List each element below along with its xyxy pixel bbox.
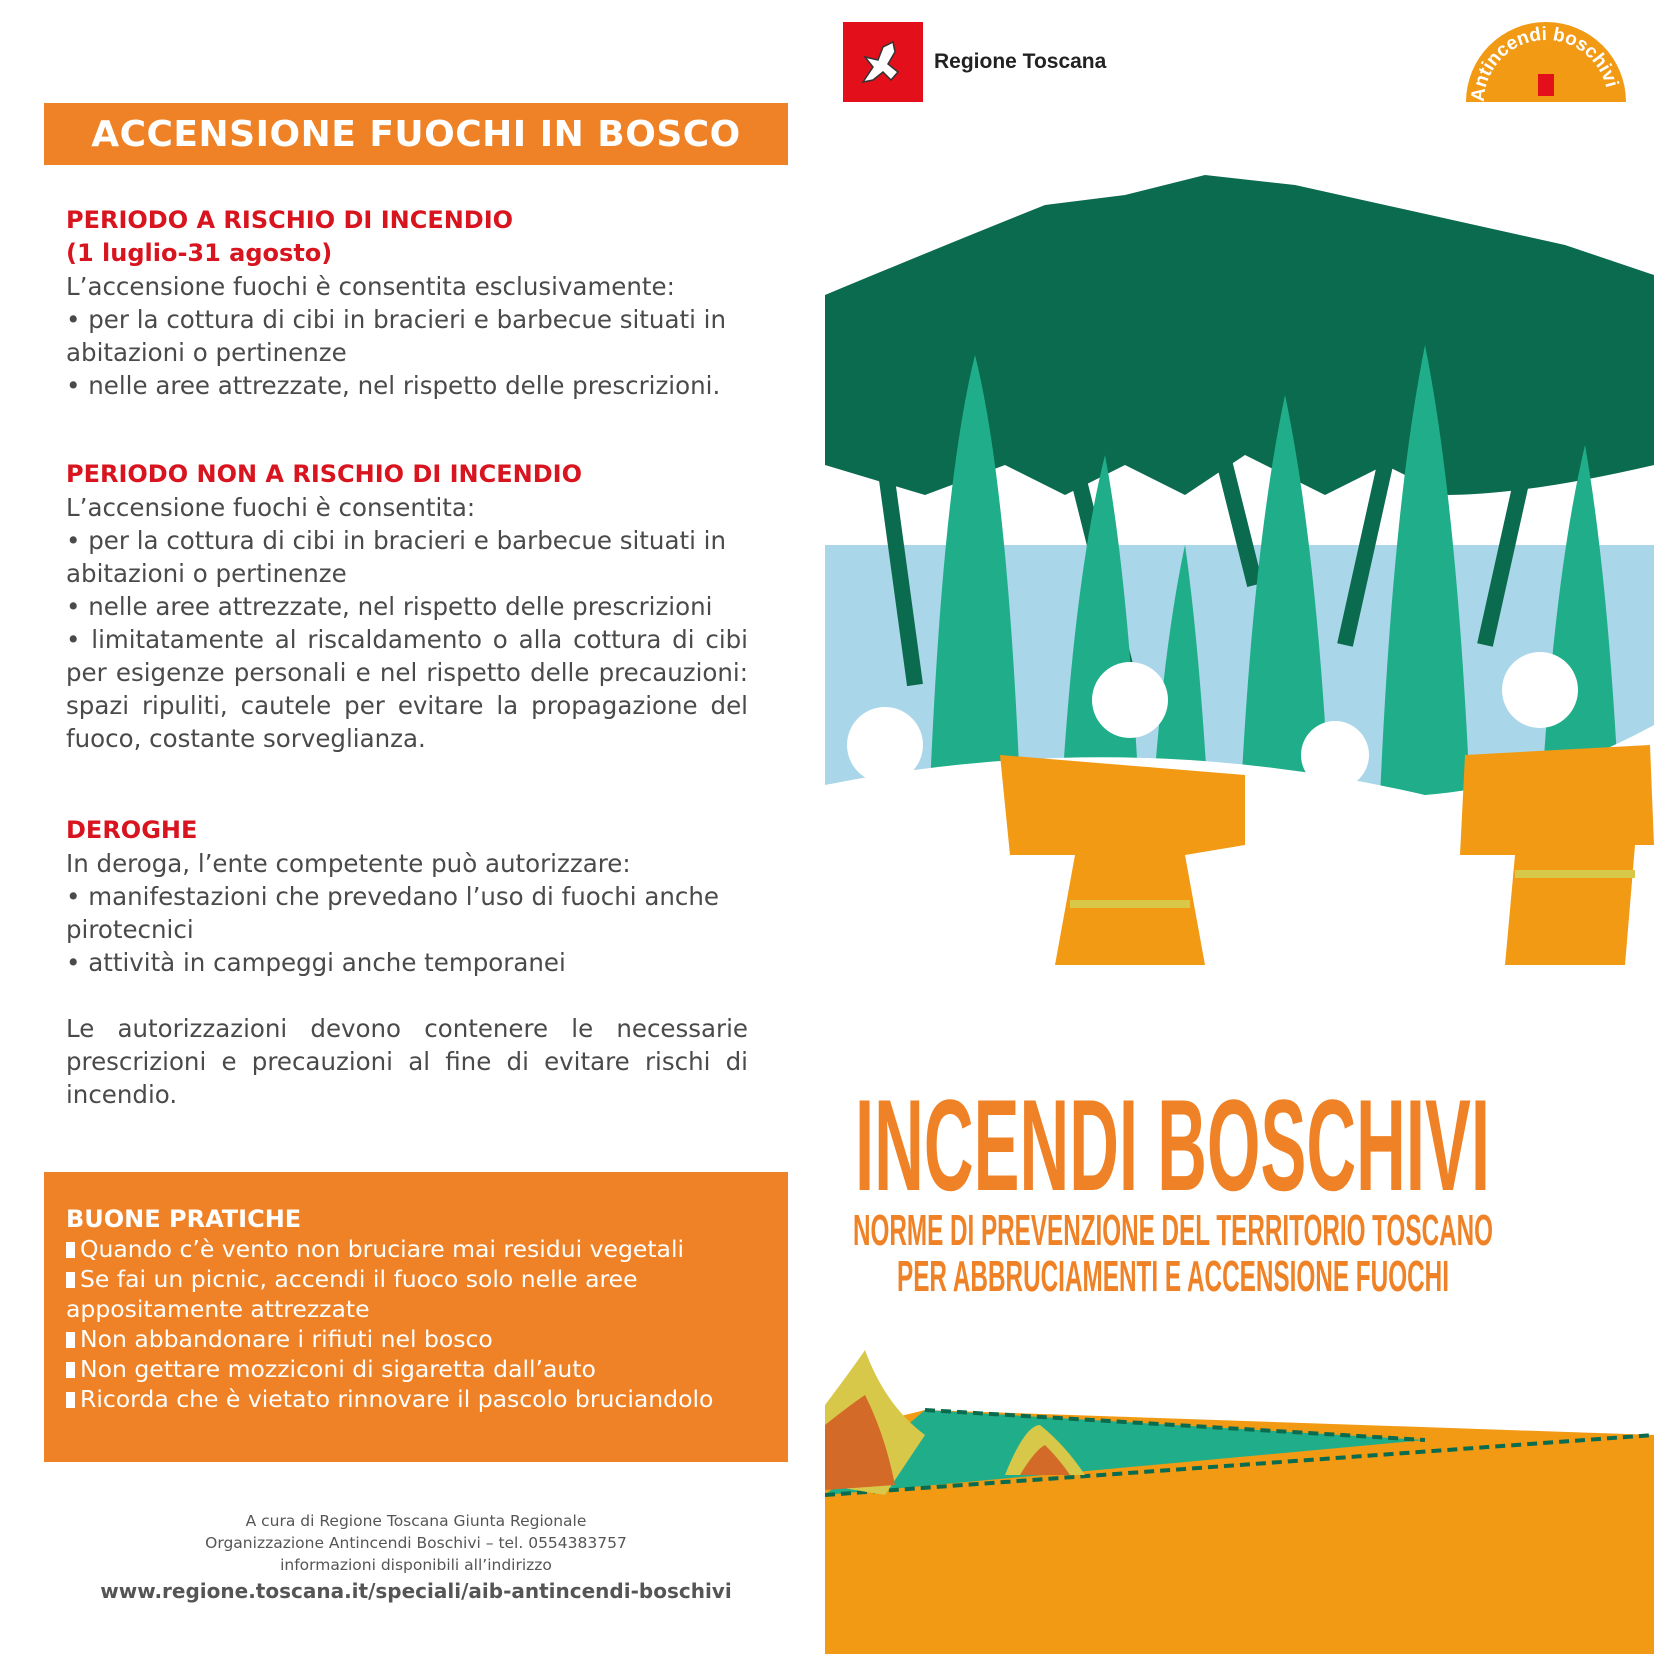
bullet-icon: [66, 1392, 75, 1408]
text-line: • per la cottura di cibi in bracieri e barbecue situati in abitazioni o pertinenze: [66, 526, 726, 588]
bullet-icon: [66, 1332, 75, 1348]
text-line: • manifestazioni che prevedano l’uso di fuochi anche pirotecnici: [66, 882, 719, 944]
text-line: L’accensione fuochi è consentita esclusivamente:: [66, 272, 675, 301]
practice-item: Non gettare mozziconi di sigaretta dall’auto: [66, 1354, 766, 1384]
practice-item: Non abbandonare i rifiuti nel bosco: [66, 1324, 766, 1354]
antincendi-badge: [1466, 22, 1626, 102]
text-line: • per la cottura di cibi in bracieri e barbecue situati in abitazioni o pertinenze: [66, 305, 726, 367]
bullet-icon: [66, 1272, 75, 1288]
section-deroghe: [66, 814, 748, 1111]
note: Le autorizzazioni devono contenere le necessarie prescrizioni e precauzioni al fine di evitare rischi di incendio.: [66, 1014, 748, 1109]
subtitle-1: NORME DI PREVENZIONE DEL TERRITORIO TOSCANO: [853, 1206, 1493, 1255]
badge-text: Antincendi boschivi: [1467, 23, 1622, 102]
text-line: • attività in campeggi anche temporanei: [66, 948, 566, 977]
text-line: • limitatamente al riscaldamento o alla cottura di cibi per esigenze personali e nel rispetto delle precauzioni: spazi ripuliti, cautele per evitare la propagazione del fuoco, costante sorveglianza.: [66, 625, 748, 753]
practice-item: Ricorda che è vietato rinnovare il pascolo bruciandolo: [66, 1384, 766, 1414]
subtitle-2: PER ABBRUCIAMENTI E ACCENSIONE FUOCHI: [897, 1252, 1449, 1301]
text-line: • nelle aree attrezzate, nel rispetto delle prescrizioni.: [66, 371, 721, 400]
section-title: DEROGHE: [66, 816, 198, 844]
footer-line: Organizzazione Antincendi Boschivi – tel. 0554383757: [205, 1534, 627, 1552]
section-title: PERIODO NON A RISCHIO DI INCENDIO: [66, 460, 582, 488]
section-risk-period: [66, 204, 748, 402]
bullet-icon: [66, 1242, 75, 1258]
text-line: • nelle aree attrezzate, nel rispetto delle prescrizioni: [66, 592, 713, 621]
forest-children-illustration: [825, 165, 1654, 1015]
text-line: In deroga, l’ente competente può autorizzare:: [66, 849, 631, 878]
text-line: L’accensione fuochi è consentita:: [66, 493, 476, 522]
footer-line: informazioni disponibili all’indirizzo: [280, 1556, 552, 1574]
good-practices-box: [44, 1172, 788, 1462]
main-title: INCENDI BOSCHIVI: [855, 1085, 1490, 1218]
region-name: Regione Toscana: [934, 50, 1107, 73]
footer-line: A cura di Regione Toscana Giunta Regionale: [245, 1512, 587, 1530]
good-practices-title: BUONE PRATICHE: [66, 1205, 302, 1233]
title-block: [825, 1085, 1654, 1305]
practice-item: Se fai un picnic, accendi il fuoco solo nelle aree appositamente attrezzate: [66, 1265, 638, 1323]
pegasus-icon: [843, 22, 923, 102]
practice-item: Quando c’è vento non bruciare mai residui vegetali: [66, 1234, 766, 1264]
regione-toscana-logo: [843, 22, 923, 102]
footer: [44, 1510, 788, 1606]
section-header: ACCENSIONE FUOCHI IN BOSCO: [44, 103, 788, 165]
section-title: PERIODO A RISCHIO DI INCENDIO: [66, 206, 514, 234]
section-non-risk-period: [66, 458, 748, 755]
fire-field-illustration: [825, 1345, 1654, 1654]
section-subtitle: (1 luglio-31 agosto): [66, 239, 333, 267]
footer-url[interactable]: www.regione.toscana.it/speciali/aib-antincendi-boschivi: [100, 1579, 732, 1603]
bullet-icon: [66, 1362, 75, 1378]
